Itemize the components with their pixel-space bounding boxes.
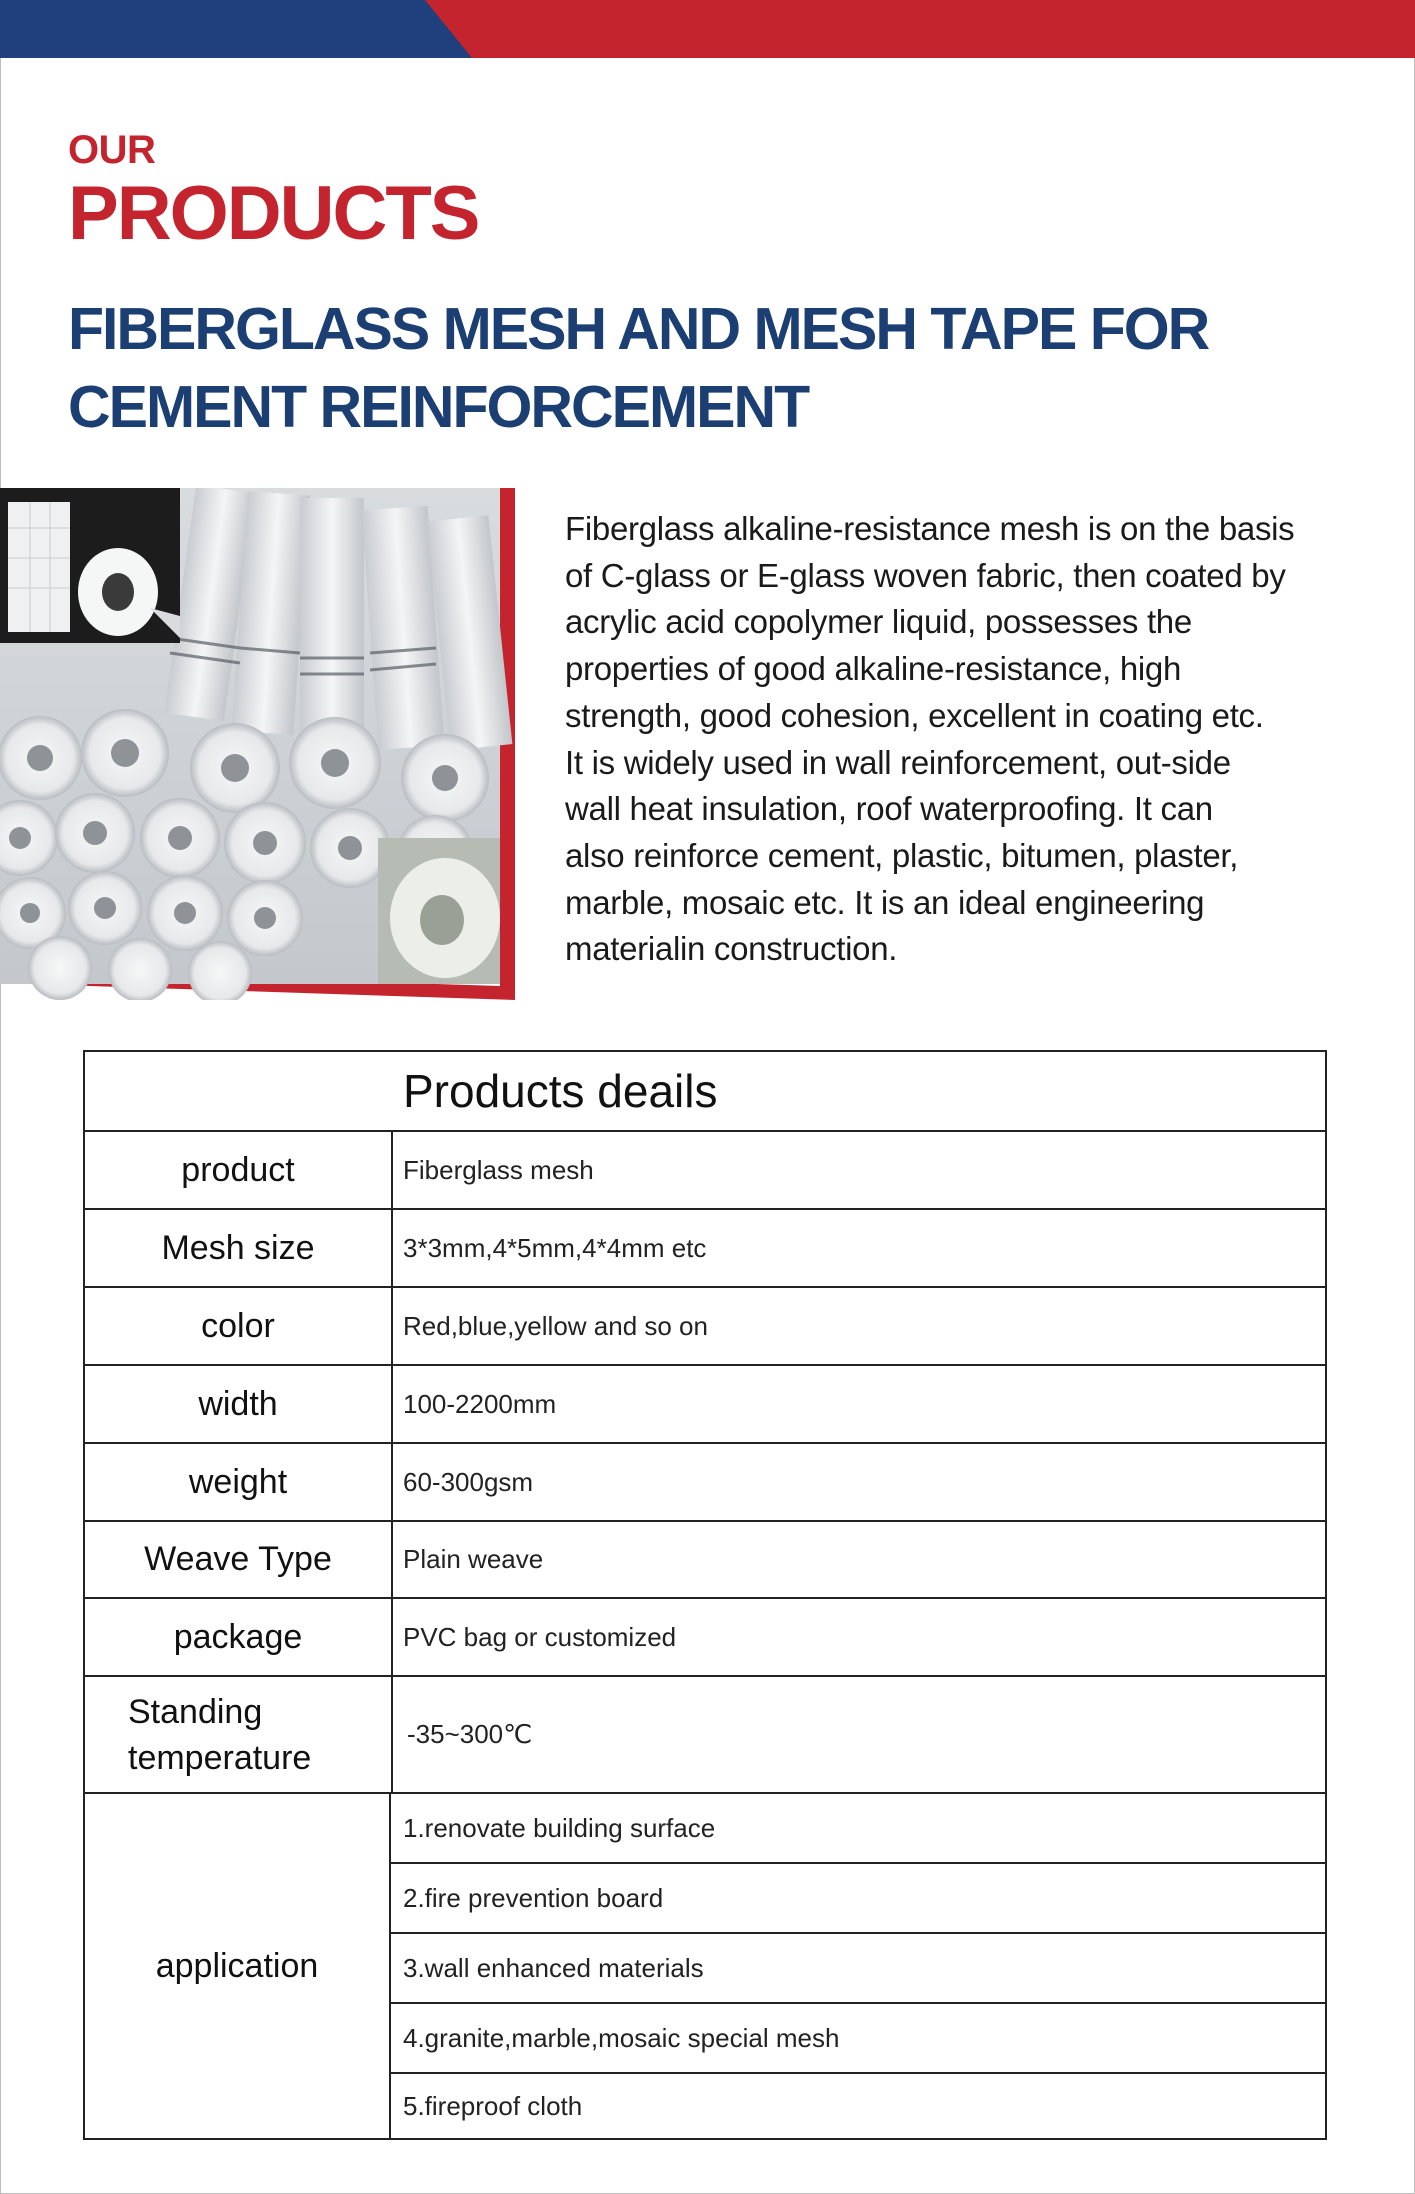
application-item: 5.fireproof cloth [403, 2090, 583, 2121]
standing-rolls [164, 488, 512, 750]
table-row [85, 1444, 1325, 1522]
application-item: 4.granite,marble,mosaic special mesh [391, 2004, 1325, 2074]
table-row [85, 1522, 1325, 1599]
row-value: 3*3mm,4*5mm,4*4mm etc [403, 1232, 707, 1263]
table-row [85, 1677, 1325, 1794]
inset-photo-bottom-right [378, 838, 500, 984]
description-line: marble, mosaic etc. It is an ideal engineering [565, 883, 1205, 921]
description-line: It is widely used in wall reinforcement, out-side [565, 743, 1231, 781]
section-title [68, 128, 478, 254]
description-line: materialin construction. [565, 930, 898, 968]
row-key-text: Standing temperature [128, 1692, 312, 1777]
application-key: application [85, 1794, 391, 2138]
title-our: OUR [68, 128, 156, 172]
product-photo [0, 488, 515, 1000]
table-header-row [85, 1052, 1325, 1132]
row-key: width [85, 1366, 393, 1442]
row-value: Red,blue,yellow and so on [403, 1310, 708, 1341]
description-line: of C-glass or E-glass woven fabric, then coated by [565, 556, 1286, 594]
description-line: wall heat insulation, roof waterproofing. It can [565, 790, 1213, 828]
inset-photo-top-left [0, 488, 180, 643]
table-row [85, 1210, 1325, 1288]
table-title: Products deails [403, 1065, 718, 1117]
table-row [85, 1288, 1325, 1366]
application-item: 2.fire prevention board [391, 1864, 1325, 1934]
application-item: 3.wall enhanced materials [391, 1934, 1325, 2004]
title-products: PRODUCTS [68, 171, 479, 256]
description-line: acrylic acid copolymer liquid, possesses the [565, 603, 1192, 641]
description-line: properties of good alkaline-resistance, high [565, 650, 1182, 688]
row-key [85, 1677, 393, 1792]
row-key: Mesh size [85, 1210, 393, 1286]
product-description [565, 506, 1385, 973]
row-key: weight [85, 1444, 393, 1520]
row-value: PVC bag or customized [403, 1621, 677, 1652]
headline-line-2: CEMENT REINFORCEMENT [68, 374, 809, 440]
row-key: color [85, 1288, 393, 1364]
description-line: strength, good cohesion, excellent in coating etc. [565, 696, 1264, 734]
table-row [85, 1599, 1325, 1677]
top-color-bar [0, 0, 1415, 58]
row-value: -35~300℃ [407, 1719, 533, 1749]
headline-line-1: FIBERGLASS MESH AND MESH TAPE FOR [68, 296, 1209, 362]
row-value: Plain weave [403, 1544, 544, 1574]
application-item: 1.renovate building surface [391, 1794, 1325, 1864]
row-value: 100-2200mm [403, 1388, 557, 1419]
description-line: Fiberglass alkaline-resistance mesh is on the basis [565, 510, 1295, 547]
table-row [85, 1366, 1325, 1444]
row-key: package [85, 1599, 393, 1675]
row-key: Weave Type [85, 1522, 393, 1597]
row-key: product [85, 1132, 393, 1208]
row-value: Fiberglass mesh [403, 1154, 594, 1185]
product-headline [68, 290, 1368, 446]
table-row [85, 1132, 1325, 1210]
products-details-table [83, 1050, 1327, 2140]
description-line: also reinforce cement, plastic, bitumen, plaster, [565, 836, 1239, 874]
row-value: 60-300gsm [403, 1466, 534, 1497]
